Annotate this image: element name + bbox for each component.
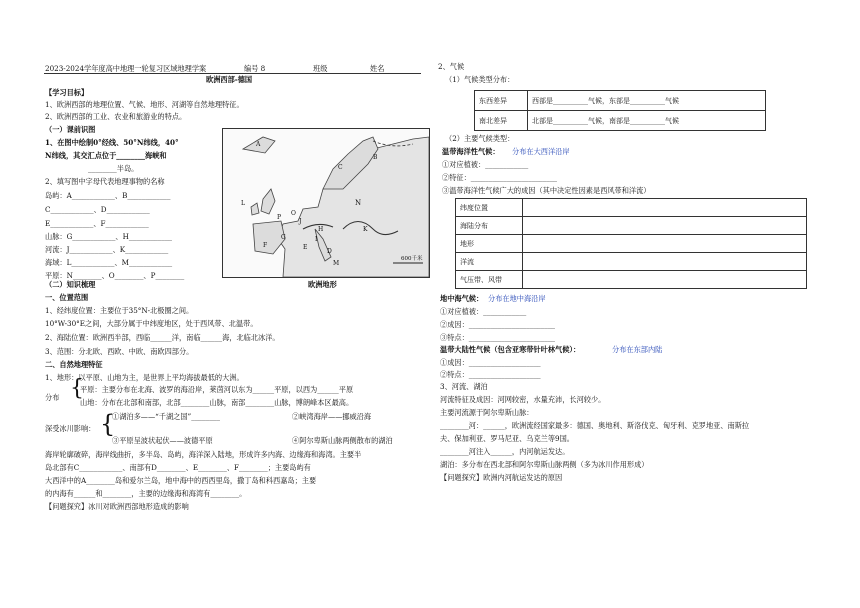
- temperate-desc: 分布在大西洋沿岸: [512, 147, 570, 156]
- map-scale: 600千米: [401, 256, 423, 262]
- med-heading: 地中海气候：: [440, 294, 484, 303]
- map-caption: 欧洲地形: [308, 280, 337, 289]
- map-letter: J: [299, 218, 302, 225]
- goals-heading: 【学习目标】: [45, 88, 89, 97]
- brace: {: [100, 410, 116, 438]
- map-letter: C: [338, 164, 343, 171]
- cont-q: ②特点：____________________: [440, 370, 541, 379]
- fill-row: E____________、F____________: [45, 219, 149, 228]
- rivers-line: 夫、保加利亚、罗马尼亚、乌克兰等9国。: [440, 434, 574, 443]
- map-letter: H: [318, 226, 324, 233]
- rivers-heading: 3、河流、湖泊: [440, 382, 488, 391]
- plain-line: 平原：主要分布在北海、波罗的海沿岸，莱茵河以东为______平原，以西为______平原: [80, 385, 354, 394]
- cause-row: 海陆分布: [456, 217, 523, 235]
- temperate-heading: 温带海洋性气候：: [442, 147, 500, 156]
- doc-title: 欧洲西部-德国: [206, 75, 253, 84]
- q1-line-a: 1、在图中绘制0°经线、50°N纬线，40°: [45, 138, 179, 147]
- map-letter: D: [327, 248, 332, 255]
- fill-row: C____________、D____________: [45, 205, 150, 214]
- map-letter: I: [315, 236, 318, 243]
- map-letter: E: [303, 244, 308, 251]
- explore-rivers: 【问题探究】欧洲内河航运发达的原因: [440, 473, 563, 482]
- header-rule: [44, 73, 421, 74]
- coast-line: 岛北部有C____________、南部有D________、E________、F________；主要岛屿有: [45, 463, 311, 472]
- fill-row: 海域：L____________、M____________: [45, 258, 173, 267]
- coast-line: 的内海有______和________，主要的边缘海和海湾有________。: [45, 489, 247, 498]
- glacier-item: ①湖泊多——“千湖之国”________: [112, 412, 220, 421]
- map-letter: N: [355, 199, 362, 207]
- q1-line-c: ________半岛。: [88, 164, 139, 173]
- map-letter: P: [277, 214, 282, 221]
- goal-item: 1、欧洲西部的地理位置、气候、地形、河湖等自然地理特征。: [45, 100, 244, 109]
- map-letter: M: [333, 260, 340, 267]
- med-desc: 分布在地中海沿岸: [488, 294, 546, 303]
- cause-row: 纬度位置: [456, 199, 523, 217]
- diff-val: 西部是__________气候，东部是__________气候: [528, 91, 766, 111]
- coast-line: 海岸轮廓破碎，海岸线曲折，多半岛、岛屿，海洋深入陆地，形成许多内海、边缘海和海湾。主要半: [45, 450, 362, 459]
- map-drawing: [223, 129, 429, 277]
- temperate-q: ②特征：________________________: [442, 173, 558, 182]
- fill-row: 平原：N________、O________、P________: [45, 271, 185, 280]
- fill-row: 岛屿：A____________、B____________: [45, 191, 171, 200]
- climate-heading: 2、气候: [438, 62, 465, 71]
- climate-sub1: （1）气候类型分布：: [445, 75, 515, 84]
- sec1-heading: （一）课前识图: [45, 125, 96, 134]
- glacier-label: 深受冰川影响：: [45, 424, 96, 433]
- lake-line: 湖泊：多分布在西北部和阿尔卑斯山脉两侧（多为冰川作用形成）: [440, 460, 649, 469]
- rivers-line: 主要河流源于阿尔卑斯山脉：: [440, 408, 534, 417]
- med-q: ①对应植被：____________: [440, 307, 527, 316]
- cause-table: [455, 198, 807, 289]
- glacier-item: ②峡湾海岸——挪威沿海: [292, 412, 372, 421]
- map-letter: O: [291, 210, 296, 217]
- map-letter: A: [256, 141, 261, 148]
- brace: {: [70, 376, 84, 401]
- cont-q: ①成因：____________________: [440, 358, 541, 367]
- cont-desc: 分布在东部内陆: [612, 345, 663, 354]
- temperate-q: ①对应植被：____________: [442, 160, 529, 169]
- terrain-line: 1、地形：以平原、山地为主，是世界上平均海拔最低的大洲。: [45, 373, 244, 382]
- diff-key: 南北差异: [475, 111, 528, 131]
- cause-row: 地形: [456, 235, 523, 253]
- map-letter: B: [373, 154, 378, 161]
- goal-item: 2、欧洲西部的工业、农业和旅游业的特点。: [45, 112, 187, 121]
- diff-key: 东西差异: [475, 91, 528, 111]
- loc-line: 1、经纬度位置：主要位于35°N-北极圈之间。: [45, 306, 194, 315]
- med-q: ②成因：________________________: [440, 320, 556, 329]
- mount-line: 山地：分布在北部和南部，北部________山脉，南部________山脉，博朗峰本区最高。: [80, 398, 354, 407]
- loc-line: 10°W-30°E之间，大部分属于中纬度地区，处于西风带、北温带。: [45, 319, 258, 328]
- map-letter: L: [241, 200, 245, 207]
- fill-row: 河流：J____________、K____________: [45, 245, 169, 254]
- cause-row: 气压带、风带: [456, 271, 523, 289]
- diff-val: 北部是__________气候，南部是__________气候: [528, 111, 766, 131]
- header-number: 编号 8: [244, 64, 266, 73]
- nat-heading: 二、自然地理特征: [45, 360, 103, 369]
- rivers-line: 河流特征及成因：河网较密，水量充沛，长河较少。: [440, 395, 606, 404]
- sec2-heading: （二）知识梳理: [45, 280, 96, 289]
- climate-sub2: （2）主要气候类型：: [445, 134, 515, 143]
- fill-row: 山脉：G____________、H____________: [45, 232, 173, 241]
- glacier-item: ④阿尔卑斯山脉两侧散布的湖泊: [292, 436, 393, 445]
- header-name-label: 姓名: [370, 64, 385, 73]
- coast-line: 大西洋中的A________岛和爱尔兰岛，地中海中的西西里岛，撒丁岛和科西嘉岛；主要: [45, 476, 317, 485]
- header-title: 2023-2024学年度高中地理一轮复习区域地理学案: [45, 64, 207, 73]
- map-letter: K: [363, 226, 368, 233]
- q1-line-b: N纬线，其交汇点位于________海峡和: [45, 151, 167, 160]
- loc-line: 2、海陆位置：欧洲西半部，西临______洋，南临______海，北临北冰洋。: [45, 333, 280, 342]
- rivers-line: ________河：______，欧洲流经国家最多：德国、奥地利、斯洛伐克、匈牙利、克罗地亚、南斯拉: [440, 421, 750, 430]
- cont-heading: 温带大陆性气候（包含亚寒带针叶林气候）：: [440, 345, 581, 354]
- map-letter: F: [263, 242, 268, 249]
- loc-line: 3、范围：分北欧、西欧、中欧、南欧四部分。: [45, 347, 194, 356]
- cause-row: 洋流: [456, 253, 523, 271]
- loc-heading: 一、位置范围: [45, 293, 89, 302]
- europe-map: [222, 128, 430, 278]
- med-q: ③特点：________________________: [440, 333, 556, 342]
- climate-diff-table: [474, 90, 766, 131]
- dist-label: 分布: [45, 393, 60, 402]
- rivers-line: ________河注入______，内河航运发达。: [440, 447, 570, 456]
- explore-glacier: 【问题探究】冰川对欧洲西部地形造成的影响: [45, 502, 189, 511]
- header-class-label: 班级: [313, 64, 328, 73]
- glacier-item: ③平原呈波状起伏——波德平原: [112, 436, 213, 445]
- q2-text: 2、填写图中字母代表地理事物的名称: [45, 177, 165, 186]
- temperate-q: ③温带海洋性气候广大的成因（其中决定性因素是西风带和洋流）: [442, 186, 651, 195]
- map-letter: G: [281, 234, 286, 241]
